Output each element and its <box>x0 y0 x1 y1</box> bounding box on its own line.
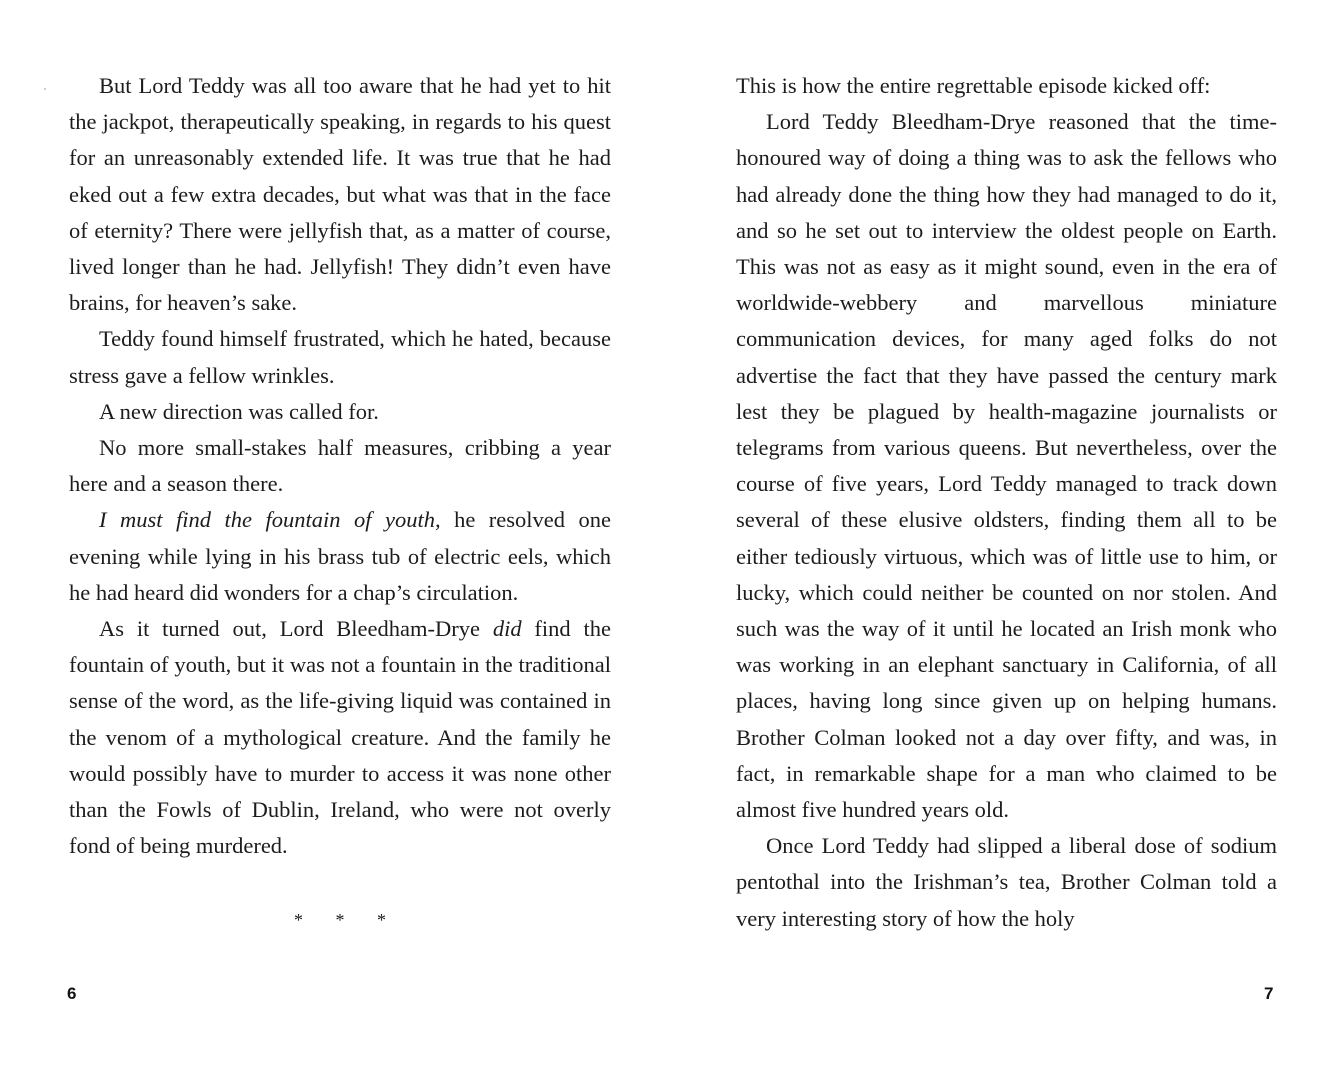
speck <box>44 88 46 90</box>
left-page <box>0 0 667 1080</box>
paragraph: No more small-stakes half measures, cribbing a year here and a season there. <box>69 435 611 497</box>
page-number: 6 <box>67 984 77 1003</box>
right-page <box>667 0 1335 1080</box>
paragraph: Teddy found himself frustrated, which he hated, because stress gave a fellow wrinkles. <box>69 326 611 388</box>
italic-thought: I must find the fountain of youth, <box>99 507 441 533</box>
scene-break: * * * <box>294 910 400 931</box>
page-number: 7 <box>1264 984 1274 1003</box>
paragraph: Lord Teddy Bleedham-Drye reasoned that the time-honoured way of doing a thing was to ask the fellows who had already done the thing how they had managed to do it, and so he set out to interview the oldest people on Earth. This was not as easy as it might sound, even in the era of worldwide-webbery and marvellous miniature communication devices, for many aged folks do not advertise the fact that they have passed the century mark lest they be plagued by health-magazine journalists or telegrams from various queens. But nevertheless, over the course of five years, Lord Teddy managed to track down several of these elusive oldsters, finding them all to be either tediously virtuous, which was of little use to him, or lucky, which could neither be counted on nor stolen. And such was the way of it until he located an Irish monk who was working in an elephant sanctuary in California, of all places, having long since given up on helping humans. Brother Colman looked not a day over fifty, and was, in fact, in remarkable shape for a man who claimed to be almost five hundred years old. <box>736 109 1277 823</box>
left-body-text <box>69 68 611 939</box>
paragraph: Once Lord Teddy had slipped a liberal dose of sodium pentothal into the Irishman’s tea, Brother Colman told a very interesting story of how the holy <box>736 833 1277 931</box>
paragraph <box>69 611 611 864</box>
paragraph: A new direction was called for. <box>99 398 379 424</box>
paragraph-lead: As it turned out, Lord Bleedham-Drye <box>99 616 493 642</box>
italic-emphasis: did <box>492 616 522 642</box>
paragraph: This is how the entire regrettable episode kicked off: <box>736 73 1211 98</box>
paragraph: But Lord Teddy was all too aware that he had yet to hit the jackpot, therapeutically speaking, in regards to his quest for an unreasonably extended life. It was true that he had eked out a few extra decades, but what was that in the face of eternity? There were jellyfish that, as a matter of course, lived longer than he had. Jellyfish! They didn’t even have brains, for heaven’s sake. <box>69 73 611 316</box>
paragraph <box>69 502 611 611</box>
paragraph-text: he resolved one evening while lying in his brass tub of electric eels, which he had heard did wonders for a chap’s circulation. <box>69 507 612 605</box>
right-body-text <box>736 68 1277 937</box>
paragraph-text: find the fountain of youth, but it was not a fountain in the traditional sense of the word, as the life-giving liquid was contained in the venom of a mythological creature. And the family he would possibly have to murder to access it was none other than the Fowls of Dublin, Ireland, who were not overly fond of being murdered. <box>69 616 612 859</box>
